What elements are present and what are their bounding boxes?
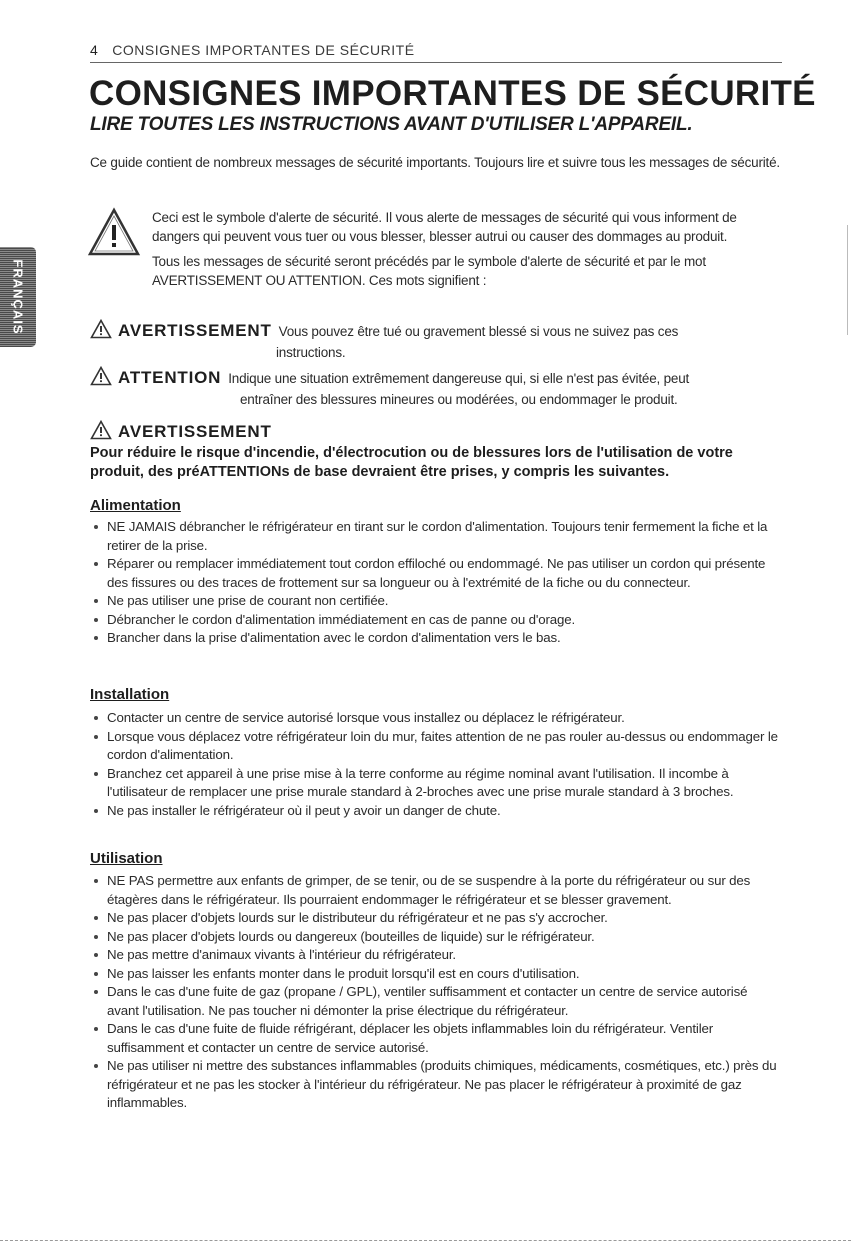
warning-triangle-icon xyxy=(90,319,112,339)
list-item: Lorsque vous déplacez votre réfrigérateur loin du mur, faites attention de ne pas rouler au-dessus ou endommager le cordon d'alimentation. xyxy=(90,728,782,765)
warning-intro: Pour réduire le risque d'incendie, d'électrocution ou de blessures lors de l'utilisation de votre produit, des préATTENTIONs de base devraient être prises, y compris les suivantes. xyxy=(90,445,733,480)
list-item: Ne pas placer d'objets lourds sur le distributeur du réfrigérateur et ne pas s'y accrocher. xyxy=(90,909,782,928)
language-tab xyxy=(0,247,36,347)
margin-rule xyxy=(847,225,848,335)
list-item: Brancher dans la prise d'alimentation avec le cordon d'alimentation vers le bas. xyxy=(90,629,782,648)
running-header xyxy=(90,42,782,63)
list-item: NE PAS permettre aux enfants de grimper, de se tenir, ou de se suspendre à la porte du réfrigérateur ou sur des étagères dans le réfrigérateur. Ils pourraient endommager le réfrigérateur et se blesser gravement. xyxy=(90,872,782,909)
list-item: Ne pas utiliser ni mettre des substances inflammables (produits chimiques, médicaments, cosmétiques, etc.) près du réfrigérateur et ne pas les stocker à l'intérieur du réfrigérateur. Ne pas placer le réfrigérateur à proximité de gaz inflammables. xyxy=(90,1057,782,1113)
list-item: Ne pas laisser les enfants monter dans le produit lorsqu'il est en cours d'utilisation. xyxy=(90,965,782,984)
signal-caution-text-a: Indique une situation extrêmement dangereuse qui, si elle n'est pas évitée, peut xyxy=(228,371,690,386)
warning-heading xyxy=(90,420,272,442)
bullet-list-utilisation xyxy=(90,872,782,1113)
section-heading-installation: Installation xyxy=(90,686,170,703)
signal-warning-text-a: Vous pouvez être tué ou gravement blessé si vous ne suivez pas ces xyxy=(278,324,679,339)
list-item: Réparer ou remplacer immédiatement tout cordon effiloché ou endommagé. Ne pas utiliser un cordon qui présente des fissures ou des traces de frottement sur sa longueur ou à l'extrémité de la fiche ou du connecteur. xyxy=(90,555,782,592)
section-heading-alimentation: Alimentation xyxy=(90,497,181,514)
safety-alert-icon xyxy=(87,207,141,257)
alert-symbol-line-2: Tous les messages de sécurité seront précédés par le symbole d'alerte de sécurité et par le mot AVERTISSEMENT OU ATTENTION. Ces mots signifient : xyxy=(152,254,706,288)
list-item: Débrancher le cordon d'alimentation immédiatement en cas de panne ou d'orage. xyxy=(90,611,782,630)
bottom-rule xyxy=(0,1240,851,1241)
bullet-list-alimentation xyxy=(90,518,782,648)
warning-heading-triangle-icon xyxy=(90,420,112,440)
signal-caution-text-b: entraîner des blessures mineures ou modérées, ou endommager le produit. xyxy=(240,392,678,407)
page-number: 4 xyxy=(90,42,99,58)
caution-triangle-icon xyxy=(90,366,112,386)
list-item: Contacter un centre de service autorisé lorsque vous installez ou déplacez le réfrigérateur. xyxy=(90,709,782,728)
page-subtitle: LIRE TOUTES LES INSTRUCTIONS AVANT D'UTILISER L'APPAREIL. xyxy=(90,114,693,135)
list-item: Dans le cas d'une fuite de gaz (propane / GPL), ventiler suffisamment et contacter un centre de service autorisé avant l'utilisation. Ne pas toucher ni démonter la prise électrique du réfrigérateur. xyxy=(90,983,782,1020)
signal-warning-text-b: instructions. xyxy=(276,345,346,360)
signal-caution-label: ATTENTION xyxy=(118,368,222,387)
running-title: CONSIGNES IMPORTANTES DE SÉCURITÉ xyxy=(112,42,415,58)
list-item: Ne pas utiliser une prise de courant non certifiée. xyxy=(90,592,782,611)
list-item: Ne pas placer d'objets lourds ou dangereux (bouteilles de liquide) sur le réfrigérateur. xyxy=(90,928,782,947)
alert-symbol-explanation xyxy=(152,208,782,296)
alert-symbol-line-1: Ceci est le symbole d'alerte de sécurité. Il vous alerte de messages de sécurité qui vous informent de dangers qui peuvent vous tuer ou vous blesser, blesser autrui ou causer des dommages au produit. xyxy=(152,210,737,244)
list-item: NE JAMAIS débrancher le réfrigérateur en tirant sur le cordon d'alimentation. Toujours tenir fermement la fiche et la retirer de la prise. xyxy=(90,518,782,555)
list-item: Ne pas mettre d'animaux vivants à l'intérieur du réfrigérateur. xyxy=(90,946,782,965)
section-heading-utilisation: Utilisation xyxy=(90,850,163,867)
list-item: Ne pas installer le réfrigérateur où il peut y avoir un danger de chute. xyxy=(90,802,782,821)
signal-caution-row xyxy=(90,366,689,410)
intro-paragraph: Ce guide contient de nombreux messages de sécurité importants. Toujours lire et suivre tous les messages de sécurité. xyxy=(90,155,780,170)
bullet-list-installation xyxy=(90,709,782,820)
warning-heading-label: AVERTISSEMENT xyxy=(118,422,272,441)
signal-warning-row xyxy=(90,319,678,363)
list-item: Dans le cas d'une fuite de fluide réfrigérant, déplacer les objets inflammables loin du réfrigérateur. Ventiler suffisamment et contacter un centre de service autorisé. xyxy=(90,1020,782,1057)
signal-warning-label: AVERTISSEMENT xyxy=(118,321,272,340)
list-item: Branchez cet appareil à une prise mise à la terre conforme au régime nominal avant l'utilisation. Il incombe à l'utilisateur de remplacer une prise murale standard à 2-broches avec une prise murale standard à 3 broches. xyxy=(90,765,782,802)
language-tab-label: FRANÇAIS xyxy=(10,259,26,335)
page-title: CONSIGNES IMPORTANTES DE SÉCURITÉ xyxy=(89,74,816,113)
